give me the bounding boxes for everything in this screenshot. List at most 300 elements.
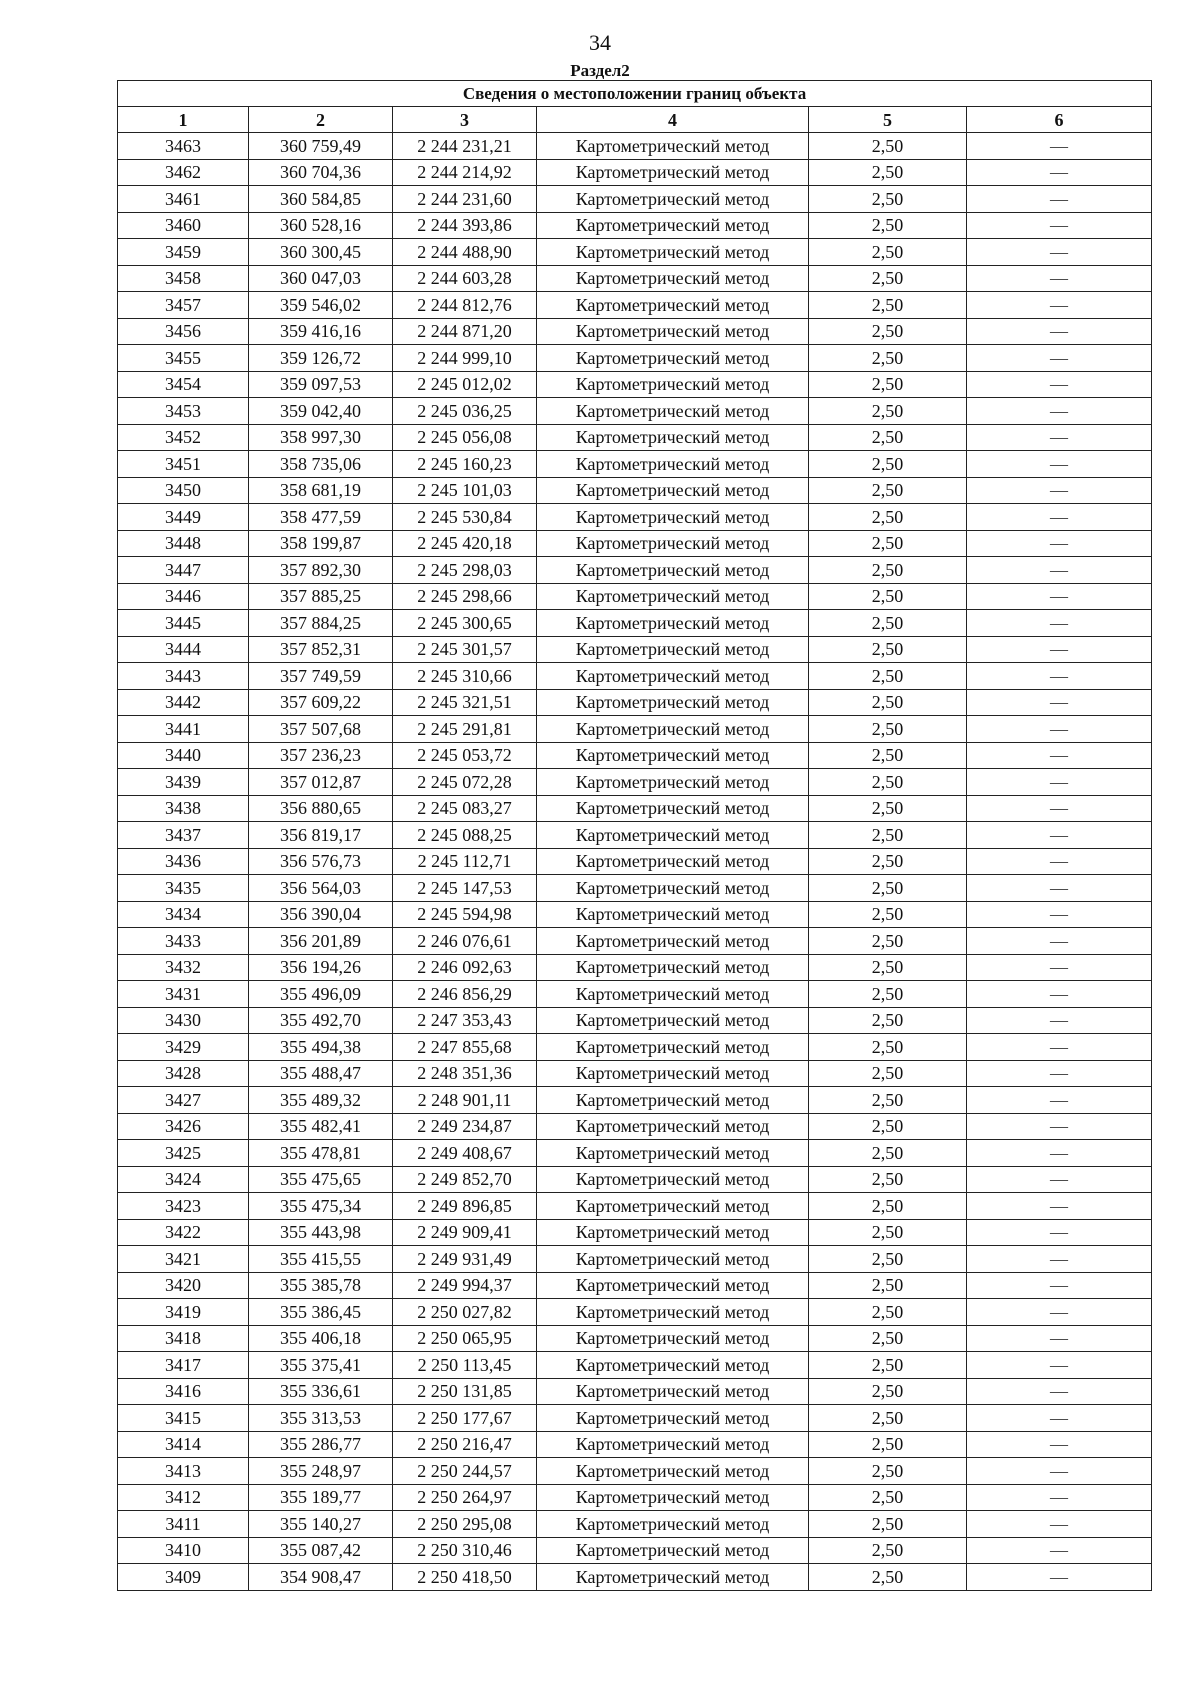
table-row: [118, 451, 1152, 478]
point-number-cell: 3447: [118, 557, 249, 584]
accuracy-cell: 2,50: [809, 1511, 967, 1538]
table-row: [118, 928, 1152, 955]
y-coordinate-cell: 2 245 101,03: [393, 477, 537, 504]
table-row: [118, 1246, 1152, 1273]
table-row: [118, 1537, 1152, 1564]
table-row: [118, 1378, 1152, 1405]
method-cell: Картометрический метод: [537, 954, 809, 981]
point-number-cell: 3462: [118, 159, 249, 186]
accuracy-cell: 2,50: [809, 159, 967, 186]
note-cell: —: [967, 1431, 1152, 1458]
accuracy-cell: 2,50: [809, 822, 967, 849]
table-row: [118, 1087, 1152, 1114]
method-cell: Картометрический метод: [537, 371, 809, 398]
method-cell: Картометрический метод: [537, 318, 809, 345]
point-number-cell: 3456: [118, 318, 249, 345]
x-coordinate-cell: 360 704,36: [249, 159, 393, 186]
table-row: [118, 186, 1152, 213]
accuracy-cell: 2,50: [809, 1405, 967, 1432]
y-coordinate-cell: 2 244 603,28: [393, 265, 537, 292]
y-coordinate-cell: 2 247 353,43: [393, 1007, 537, 1034]
note-cell: —: [967, 636, 1152, 663]
accuracy-cell: 2,50: [809, 1325, 967, 1352]
method-cell: Картометрический метод: [537, 239, 809, 266]
point-number-cell: 3415: [118, 1405, 249, 1432]
method-cell: Картометрический метод: [537, 1537, 809, 1564]
accuracy-cell: 2,50: [809, 610, 967, 637]
point-number-cell: 3461: [118, 186, 249, 213]
method-cell: Картометрический метод: [537, 742, 809, 769]
table-row: [118, 769, 1152, 796]
x-coordinate-cell: 358 199,87: [249, 530, 393, 557]
table-row: [118, 742, 1152, 769]
x-coordinate-cell: 356 194,26: [249, 954, 393, 981]
accuracy-cell: 2,50: [809, 265, 967, 292]
x-coordinate-cell: 355 313,53: [249, 1405, 393, 1432]
y-coordinate-cell: 2 249 408,67: [393, 1140, 537, 1167]
point-number-cell: 3430: [118, 1007, 249, 1034]
method-cell: Картометрический метод: [537, 1431, 809, 1458]
y-coordinate-cell: 2 245 298,03: [393, 557, 537, 584]
table-row: [118, 901, 1152, 928]
point-number-cell: 3452: [118, 424, 249, 451]
y-coordinate-cell: 2 250 131,85: [393, 1378, 537, 1405]
note-cell: —: [967, 186, 1152, 213]
x-coordinate-cell: 357 749,59: [249, 663, 393, 690]
accuracy-cell: 2,50: [809, 875, 967, 902]
x-coordinate-cell: 357 012,87: [249, 769, 393, 796]
x-coordinate-cell: 355 482,41: [249, 1113, 393, 1140]
table-row: [118, 981, 1152, 1008]
method-cell: Картометрический метод: [537, 1325, 809, 1352]
accuracy-cell: 2,50: [809, 795, 967, 822]
x-coordinate-cell: 359 042,40: [249, 398, 393, 425]
y-coordinate-cell: 2 250 264,97: [393, 1484, 537, 1511]
x-coordinate-cell: 358 681,19: [249, 477, 393, 504]
accuracy-cell: 2,50: [809, 769, 967, 796]
x-coordinate-cell: 355 492,70: [249, 1007, 393, 1034]
x-coordinate-cell: 355 494,38: [249, 1034, 393, 1061]
y-coordinate-cell: 2 245 012,02: [393, 371, 537, 398]
y-coordinate-cell: 2 245 056,08: [393, 424, 537, 451]
boundary-table: [117, 80, 1152, 1591]
method-cell: Картометрический метод: [537, 1484, 809, 1511]
y-coordinate-cell: 2 245 594,98: [393, 901, 537, 928]
point-number-cell: 3446: [118, 583, 249, 610]
y-coordinate-cell: 2 245 112,71: [393, 848, 537, 875]
note-cell: —: [967, 1458, 1152, 1485]
table-row: [118, 1060, 1152, 1087]
point-number-cell: 3429: [118, 1034, 249, 1061]
x-coordinate-cell: 355 375,41: [249, 1352, 393, 1379]
note-cell: —: [967, 795, 1152, 822]
point-number-cell: 3437: [118, 822, 249, 849]
method-cell: Картометрический метод: [537, 1166, 809, 1193]
note-cell: —: [967, 477, 1152, 504]
table-row: [118, 822, 1152, 849]
table-row: [118, 1272, 1152, 1299]
x-coordinate-cell: 355 286,77: [249, 1431, 393, 1458]
method-cell: Картометрический метод: [537, 928, 809, 955]
note-cell: —: [967, 1299, 1152, 1326]
table-row: [118, 557, 1152, 584]
accuracy-cell: 2,50: [809, 292, 967, 319]
note-cell: —: [967, 928, 1152, 955]
accuracy-cell: 2,50: [809, 636, 967, 663]
column-header: 5: [809, 107, 967, 133]
accuracy-cell: 2,50: [809, 424, 967, 451]
point-number-cell: 3463: [118, 133, 249, 160]
y-coordinate-cell: 2 244 871,20: [393, 318, 537, 345]
x-coordinate-cell: 357 892,30: [249, 557, 393, 584]
point-number-cell: 3433: [118, 928, 249, 955]
y-coordinate-cell: 2 249 931,49: [393, 1246, 537, 1273]
method-cell: Картометрический метод: [537, 848, 809, 875]
accuracy-cell: 2,50: [809, 1034, 967, 1061]
accuracy-cell: 2,50: [809, 583, 967, 610]
point-number-cell: 3411: [118, 1511, 249, 1538]
table-row: [118, 1007, 1152, 1034]
note-cell: —: [967, 1166, 1152, 1193]
accuracy-cell: 2,50: [809, 239, 967, 266]
x-coordinate-cell: 358 477,59: [249, 504, 393, 531]
method-cell: Картометрический метод: [537, 1299, 809, 1326]
x-coordinate-cell: 355 488,47: [249, 1060, 393, 1087]
y-coordinate-cell: 2 250 244,57: [393, 1458, 537, 1485]
point-number-cell: 3423: [118, 1193, 249, 1220]
note-cell: —: [967, 1325, 1152, 1352]
y-coordinate-cell: 2 245 083,27: [393, 795, 537, 822]
accuracy-cell: 2,50: [809, 371, 967, 398]
y-coordinate-cell: 2 249 234,87: [393, 1113, 537, 1140]
table-row: [118, 318, 1152, 345]
point-number-cell: 3438: [118, 795, 249, 822]
note-cell: —: [967, 1352, 1152, 1379]
accuracy-cell: 2,50: [809, 981, 967, 1008]
y-coordinate-cell: 2 245 147,53: [393, 875, 537, 902]
note-cell: —: [967, 1007, 1152, 1034]
note-cell: —: [967, 981, 1152, 1008]
method-cell: Картометрический метод: [537, 1219, 809, 1246]
table-row: [118, 1299, 1152, 1326]
table-row: [118, 1431, 1152, 1458]
x-coordinate-cell: 360 584,85: [249, 186, 393, 213]
method-cell: Картометрический метод: [537, 1564, 809, 1591]
x-coordinate-cell: 355 140,27: [249, 1511, 393, 1538]
accuracy-cell: 2,50: [809, 1007, 967, 1034]
accuracy-cell: 2,50: [809, 318, 967, 345]
y-coordinate-cell: 2 250 027,82: [393, 1299, 537, 1326]
y-coordinate-cell: 2 244 488,90: [393, 239, 537, 266]
x-coordinate-cell: 356 564,03: [249, 875, 393, 902]
method-cell: Картометрический метод: [537, 1140, 809, 1167]
y-coordinate-cell: 2 245 530,84: [393, 504, 537, 531]
table-row: [118, 1484, 1152, 1511]
table-row: [118, 1564, 1152, 1591]
accuracy-cell: 2,50: [809, 451, 967, 478]
table-row: [118, 239, 1152, 266]
method-cell: Картометрический метод: [537, 186, 809, 213]
x-coordinate-cell: 359 126,72: [249, 345, 393, 372]
note-cell: —: [967, 398, 1152, 425]
point-number-cell: 3449: [118, 504, 249, 531]
point-number-cell: 3436: [118, 848, 249, 875]
accuracy-cell: 2,50: [809, 398, 967, 425]
accuracy-cell: 2,50: [809, 954, 967, 981]
method-cell: Картометрический метод: [537, 981, 809, 1008]
accuracy-cell: 2,50: [809, 1352, 967, 1379]
note-cell: —: [967, 901, 1152, 928]
y-coordinate-cell: 2 246 092,63: [393, 954, 537, 981]
method-cell: Картометрический метод: [537, 133, 809, 160]
method-cell: Картометрический метод: [537, 1405, 809, 1432]
method-cell: Картометрический метод: [537, 769, 809, 796]
x-coordinate-cell: 355 475,34: [249, 1193, 393, 1220]
x-coordinate-cell: 355 386,45: [249, 1299, 393, 1326]
y-coordinate-cell: 2 244 812,76: [393, 292, 537, 319]
x-coordinate-cell: 359 546,02: [249, 292, 393, 319]
accuracy-cell: 2,50: [809, 1193, 967, 1220]
method-cell: Картометрический метод: [537, 716, 809, 743]
accuracy-cell: 2,50: [809, 1484, 967, 1511]
point-number-cell: 3417: [118, 1352, 249, 1379]
note-cell: —: [967, 1113, 1152, 1140]
point-number-cell: 3451: [118, 451, 249, 478]
table-body: [118, 133, 1152, 1591]
accuracy-cell: 2,50: [809, 1246, 967, 1273]
accuracy-cell: 2,50: [809, 1113, 967, 1140]
accuracy-cell: 2,50: [809, 1564, 967, 1591]
point-number-cell: 3459: [118, 239, 249, 266]
y-coordinate-cell: 2 245 160,23: [393, 451, 537, 478]
point-number-cell: 3441: [118, 716, 249, 743]
y-coordinate-cell: 2 248 901,11: [393, 1087, 537, 1114]
note-cell: —: [967, 159, 1152, 186]
table-row: [118, 1193, 1152, 1220]
x-coordinate-cell: 357 236,23: [249, 742, 393, 769]
note-cell: —: [967, 239, 1152, 266]
point-number-cell: 3450: [118, 477, 249, 504]
x-coordinate-cell: 357 884,25: [249, 610, 393, 637]
table-row: [118, 159, 1152, 186]
note-cell: —: [967, 212, 1152, 239]
point-number-cell: 3439: [118, 769, 249, 796]
accuracy-cell: 2,50: [809, 1140, 967, 1167]
table-row: [118, 1166, 1152, 1193]
page-number: 34: [589, 30, 611, 55]
y-coordinate-cell: 2 244 231,60: [393, 186, 537, 213]
note-cell: —: [967, 1140, 1152, 1167]
y-coordinate-cell: 2 246 076,61: [393, 928, 537, 955]
point-number-cell: 3413: [118, 1458, 249, 1485]
y-coordinate-cell: 2 245 088,25: [393, 822, 537, 849]
point-number-cell: 3416: [118, 1378, 249, 1405]
section-title: Раздел2: [570, 61, 630, 80]
x-coordinate-cell: 355 406,18: [249, 1325, 393, 1352]
method-cell: Картометрический метод: [537, 398, 809, 425]
accuracy-cell: 2,50: [809, 1431, 967, 1458]
point-number-cell: 3440: [118, 742, 249, 769]
accuracy-cell: 2,50: [809, 1219, 967, 1246]
accuracy-cell: 2,50: [809, 133, 967, 160]
y-coordinate-cell: 2 250 310,46: [393, 1537, 537, 1564]
method-cell: Картометрический метод: [537, 1087, 809, 1114]
y-coordinate-cell: 2 248 351,36: [393, 1060, 537, 1087]
note-cell: —: [967, 742, 1152, 769]
method-cell: Картометрический метод: [537, 663, 809, 690]
y-coordinate-cell: 2 245 298,66: [393, 583, 537, 610]
y-coordinate-cell: 2 250 295,08: [393, 1511, 537, 1538]
note-cell: —: [967, 1087, 1152, 1114]
note-cell: —: [967, 848, 1152, 875]
point-number-cell: 3435: [118, 875, 249, 902]
accuracy-cell: 2,50: [809, 1272, 967, 1299]
point-number-cell: 3424: [118, 1166, 249, 1193]
x-coordinate-cell: 355 489,32: [249, 1087, 393, 1114]
accuracy-cell: 2,50: [809, 742, 967, 769]
column-header: 2: [249, 107, 393, 133]
method-cell: Картометрический метод: [537, 1193, 809, 1220]
note-cell: —: [967, 1060, 1152, 1087]
method-cell: Картометрический метод: [537, 1272, 809, 1299]
point-number-cell: 3428: [118, 1060, 249, 1087]
point-number-cell: 3448: [118, 530, 249, 557]
method-cell: Картометрический метод: [537, 530, 809, 557]
method-cell: Картометрический метод: [537, 689, 809, 716]
method-cell: Картометрический метод: [537, 1352, 809, 1379]
table-row: [118, 1034, 1152, 1061]
table-row: [118, 875, 1152, 902]
x-coordinate-cell: 356 390,04: [249, 901, 393, 928]
point-number-cell: 3414: [118, 1431, 249, 1458]
y-coordinate-cell: 2 244 999,10: [393, 345, 537, 372]
x-coordinate-cell: 357 609,22: [249, 689, 393, 716]
note-cell: —: [967, 1272, 1152, 1299]
point-number-cell: 3425: [118, 1140, 249, 1167]
accuracy-cell: 2,50: [809, 557, 967, 584]
note-cell: —: [967, 504, 1152, 531]
x-coordinate-cell: 360 300,45: [249, 239, 393, 266]
note-cell: —: [967, 318, 1152, 345]
point-number-cell: 3442: [118, 689, 249, 716]
accuracy-cell: 2,50: [809, 1537, 967, 1564]
method-cell: Картометрический метод: [537, 265, 809, 292]
point-number-cell: 3458: [118, 265, 249, 292]
table-row: [118, 1140, 1152, 1167]
y-coordinate-cell: 2 249 994,37: [393, 1272, 537, 1299]
x-coordinate-cell: 355 189,77: [249, 1484, 393, 1511]
point-number-cell: 3422: [118, 1219, 249, 1246]
point-number-cell: 3431: [118, 981, 249, 1008]
method-cell: Картометрический метод: [537, 636, 809, 663]
point-number-cell: 3434: [118, 901, 249, 928]
point-number-cell: 3432: [118, 954, 249, 981]
point-number-cell: 3445: [118, 610, 249, 637]
method-cell: Картометрический метод: [537, 583, 809, 610]
note-cell: —: [967, 1034, 1152, 1061]
point-number-cell: 3409: [118, 1564, 249, 1591]
x-coordinate-cell: 355 415,55: [249, 1246, 393, 1273]
x-coordinate-cell: 355 336,61: [249, 1378, 393, 1405]
point-number-cell: 3412: [118, 1484, 249, 1511]
note-cell: —: [967, 345, 1152, 372]
accuracy-cell: 2,50: [809, 663, 967, 690]
accuracy-cell: 2,50: [809, 848, 967, 875]
table-row: [118, 954, 1152, 981]
method-cell: Картометрический метод: [537, 292, 809, 319]
note-cell: —: [967, 424, 1152, 451]
accuracy-cell: 2,50: [809, 1378, 967, 1405]
y-coordinate-cell: 2 250 216,47: [393, 1431, 537, 1458]
x-coordinate-cell: 357 852,31: [249, 636, 393, 663]
note-cell: —: [967, 1511, 1152, 1538]
column-header: 1: [118, 107, 249, 133]
table-caption: Сведения о местоположении границ объекта: [118, 81, 1152, 107]
y-coordinate-cell: 2 245 300,65: [393, 610, 537, 637]
y-coordinate-cell: 2 250 418,50: [393, 1564, 537, 1591]
accuracy-cell: 2,50: [809, 901, 967, 928]
note-cell: —: [967, 663, 1152, 690]
x-coordinate-cell: 355 496,09: [249, 981, 393, 1008]
table-row: [118, 663, 1152, 690]
x-coordinate-cell: 354 908,47: [249, 1564, 393, 1591]
table-header-row: [118, 107, 1152, 133]
point-number-cell: 3455: [118, 345, 249, 372]
x-coordinate-cell: 358 735,06: [249, 451, 393, 478]
y-coordinate-cell: 2 245 301,57: [393, 636, 537, 663]
note-cell: —: [967, 1246, 1152, 1273]
point-number-cell: 3457: [118, 292, 249, 319]
table-row: [118, 530, 1152, 557]
accuracy-cell: 2,50: [809, 345, 967, 372]
note-cell: —: [967, 1405, 1152, 1432]
point-number-cell: 3420: [118, 1272, 249, 1299]
note-cell: —: [967, 530, 1152, 557]
note-cell: —: [967, 133, 1152, 160]
note-cell: —: [967, 716, 1152, 743]
note-cell: —: [967, 583, 1152, 610]
x-coordinate-cell: 355 475,65: [249, 1166, 393, 1193]
method-cell: Картометрический метод: [537, 901, 809, 928]
note-cell: —: [967, 822, 1152, 849]
method-cell: Картометрический метод: [537, 1007, 809, 1034]
point-number-cell: 3419: [118, 1299, 249, 1326]
y-coordinate-cell: 2 249 896,85: [393, 1193, 537, 1220]
method-cell: Картометрический метод: [537, 1378, 809, 1405]
method-cell: Картометрический метод: [537, 212, 809, 239]
note-cell: —: [967, 610, 1152, 637]
method-cell: Картометрический метод: [537, 1060, 809, 1087]
x-coordinate-cell: 355 443,98: [249, 1219, 393, 1246]
table-row: [118, 610, 1152, 637]
x-coordinate-cell: 360 047,03: [249, 265, 393, 292]
note-cell: —: [967, 371, 1152, 398]
method-cell: Картометрический метод: [537, 1246, 809, 1273]
accuracy-cell: 2,50: [809, 504, 967, 531]
note-cell: —: [967, 769, 1152, 796]
note-cell: —: [967, 451, 1152, 478]
y-coordinate-cell: 2 244 214,92: [393, 159, 537, 186]
point-number-cell: 3427: [118, 1087, 249, 1114]
x-coordinate-cell: 356 201,89: [249, 928, 393, 955]
x-coordinate-cell: 356 576,73: [249, 848, 393, 875]
table-row: [118, 398, 1152, 425]
point-number-cell: 3426: [118, 1113, 249, 1140]
table-row: [118, 1511, 1152, 1538]
point-number-cell: 3444: [118, 636, 249, 663]
x-coordinate-cell: 355 478,81: [249, 1140, 393, 1167]
note-cell: —: [967, 689, 1152, 716]
